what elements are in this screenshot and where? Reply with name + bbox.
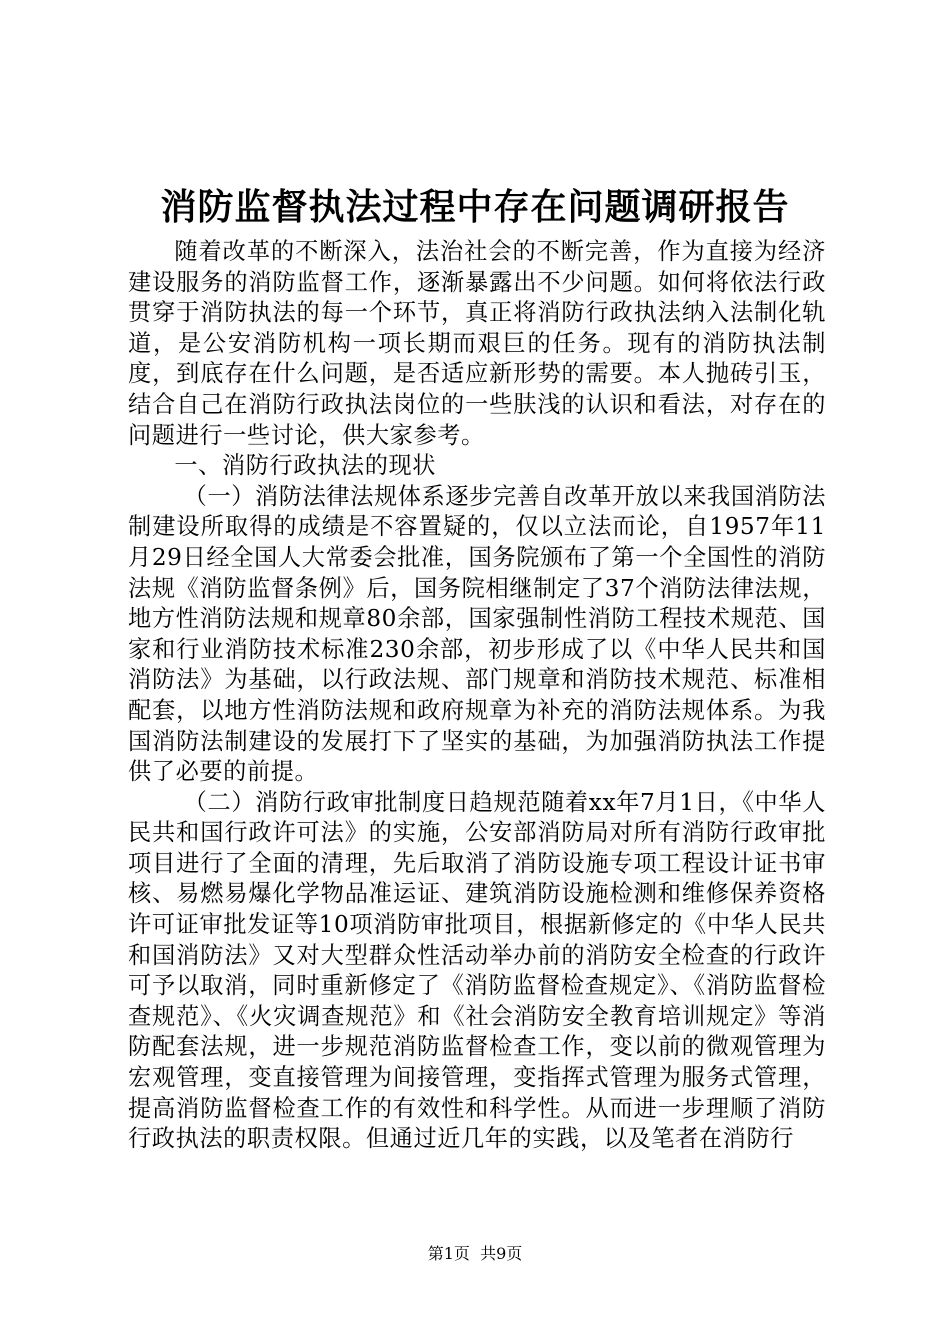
page-number-footer: 第1页 共9页: [427, 1244, 523, 1263]
document-body: [128, 237, 826, 1155]
subsection-paragraph-1: （一）消防法律法规体系逐步完善自改革开放以来我国消防法制建设所取得的成绩是不容置疑的，仅以立法而论，自1957年11月29日经全国人大常委会批准，国务院颁布了第一个全国性的消防法规《消防监督条例》后，国务院相继制定了37个消防法律法规，地方性消防法规和规章80余部，国家强制性消防工程技术规范、国家和行业消防技术标准230余部，初步形成了以《中华人民共和国消防法》为基础，以行政法规、部门规章和消防技术规范、标准相配套，以地方性消防法规和政府规章为补充的消防法规体系。为我国消防法制建设的发展打下了坚实的基础，为加强消防执法工作提供了必要的前提。: [128, 482, 826, 786]
document-title: 消防监督执法过程中存在问题调研报告: [160, 186, 790, 228]
intro-paragraph: 随着改革的不断深入，法治社会的不断完善，作为直接为经济建设服务的消防监督工作，逐渐暴露出不少问题。如何将依法行政贯穿于消防执法的每一个环节，真正将消防行政执法纳入法制化轨道，是公安消防机构一项长期而艰巨的任务。现有的消防执法制度，到底存在什么问题，是否适应新形势的需要。本人抛砖引玉，结合自己在消防行政执法岗位的一些肤浅的认识和看法，对存在的问题进行一些讨论，供大家参考。: [128, 238, 826, 449]
section-heading-1: 一、消防行政执法的现状: [174, 452, 437, 480]
subsection-paragraph-2: （二）消防行政审批制度日趋规范随着xx年7月1日，《中华人民共和国行政许可法》的实施，公安部消防局对所有消防行政审批项目进行了全面的清理，先后取消了消防设施专项工程设计证书审核、易燃易爆化学物品准运证、建筑消防设施检测和维修保养资格许可证审批发证等10项消防审批项目，根据新修定的《中华人民共和国消防法》又对大型群众性活动举办前的消防安全检查的行政许可予以取消，同时重新修定了《消防监督检查规定》、《消防监督检查规范》、《火灾调查规范》和《社会消防安全教育培训规定》等消防配套法规，进一步规范消防监督检查工作，变以前的微观管理为宏观管理，变直接管理为间接管理，变指挥式管理为服务式管理，提高消防监督检查工作的有效性和科学性。从而进一步理顺了消防行政执法的职责权限。但通过近几年的实践，以及笔者在消防行: [128, 788, 826, 1153]
